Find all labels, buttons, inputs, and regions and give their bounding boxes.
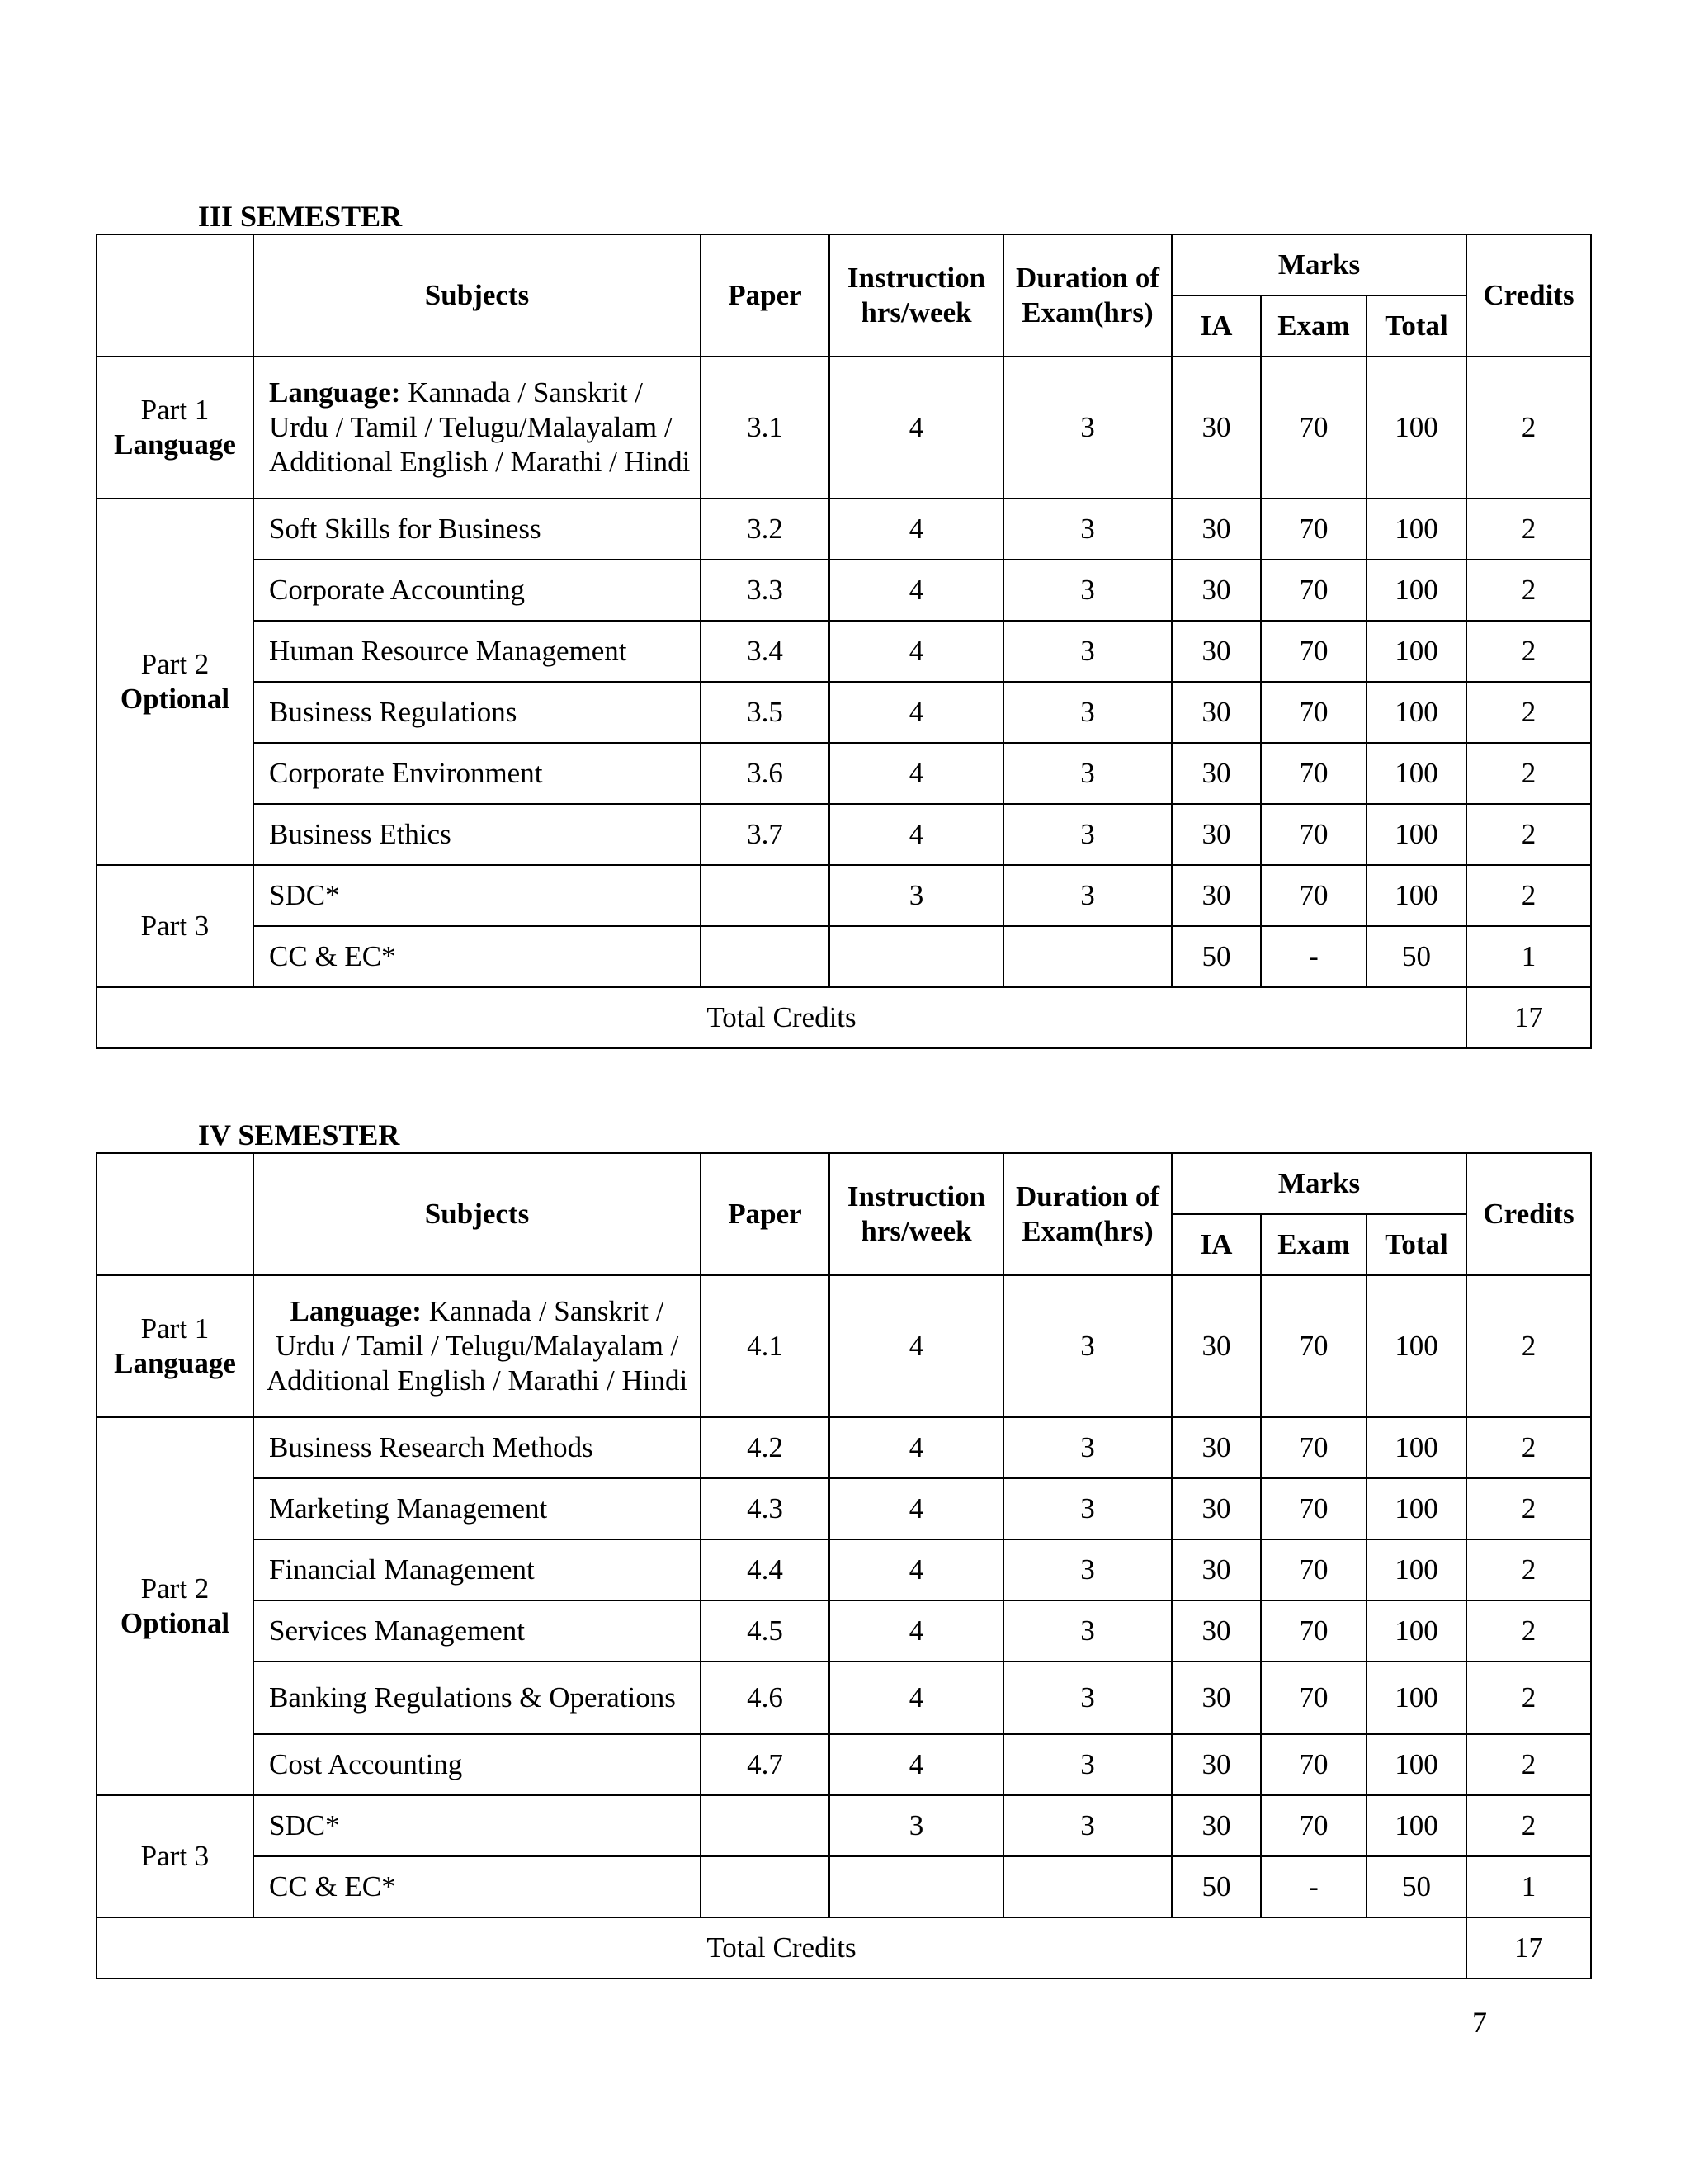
subject-cell: CC & EC* [253,926,701,987]
exam-cell: 70 [1261,621,1367,682]
table-row [97,499,1591,560]
ia-cell: 30 [1172,357,1261,499]
total-cell: 100 [1367,1795,1466,1856]
header-total: Total [1367,295,1466,357]
part-2-label: Part 2 Optional [97,1417,253,1795]
total-cell: 100 [1367,1600,1466,1662]
credits-cell: 2 [1466,1734,1591,1795]
total-credits-label: Total Credits [97,1917,1466,1978]
ia-cell: 30 [1172,1734,1261,1795]
duration-cell: 3 [1003,804,1172,865]
hrs-cell: 4 [829,1600,1003,1662]
hrs-cell: 4 [829,1275,1003,1417]
duration-cell: 3 [1003,1275,1172,1417]
exam-cell: 70 [1261,1478,1367,1539]
paper-cell: 4.3 [701,1478,829,1539]
header-row [97,234,1591,295]
exam-cell: 70 [1261,1539,1367,1600]
subject-cell: Cost Accounting [253,1734,701,1795]
duration-cell: 3 [1003,1600,1172,1662]
part-3-label: Part 3 [97,865,253,987]
part-2-label: Part 2 Optional [97,499,253,865]
table-row [97,1539,1591,1600]
exam-cell: 70 [1261,1417,1367,1478]
total-cell: 50 [1367,1856,1466,1917]
table-row [97,1478,1591,1539]
table-row [97,1600,1591,1662]
total-credits-label: Total Credits [97,987,1466,1048]
hrs-cell: 4 [829,1539,1003,1600]
subject-cell: CC & EC* [253,1856,701,1917]
table-row [97,1275,1591,1417]
exam-cell: 70 [1261,1275,1367,1417]
table-row [97,1417,1591,1478]
table-row [97,682,1591,743]
hrs-cell: 4 [829,560,1003,621]
ia-cell: 30 [1172,560,1261,621]
paper-cell: 4.4 [701,1539,829,1600]
subject-cell: Services Management [253,1600,701,1662]
ia-cell: 30 [1172,743,1261,804]
table-row [97,560,1591,621]
ia-cell: 30 [1172,1478,1261,1539]
header-paper: Paper [701,234,829,357]
ia-cell: 50 [1172,926,1261,987]
exam-cell: 70 [1261,499,1367,560]
duration-cell: 3 [1003,1478,1172,1539]
hrs-cell: 4 [829,682,1003,743]
subject-cell: Language: Kannada / Sanskrit / Urdu / Tamil / Telugu/Malayalam / Additional English / Marathi / Hindi [253,357,701,499]
paper-cell [701,926,829,987]
part-1-label: Part 1 Language [97,1275,253,1417]
table-row [97,1856,1591,1917]
hrs-cell: 4 [829,743,1003,804]
paper-cell: 3.1 [701,357,829,499]
header-ia: IA [1172,1214,1261,1275]
paper-cell: 3.4 [701,621,829,682]
hrs-cell: 4 [829,499,1003,560]
credits-cell: 1 [1466,1856,1591,1917]
header-exam: Exam [1261,1214,1367,1275]
credits-cell: 2 [1466,682,1591,743]
exam-cell: 70 [1261,1734,1367,1795]
credits-cell: 2 [1466,357,1591,499]
exam-cell: 70 [1261,357,1367,499]
hrs-cell [829,926,1003,987]
paper-cell: 4.1 [701,1275,829,1417]
hrs-cell: 4 [829,1734,1003,1795]
ia-cell: 30 [1172,865,1261,926]
subject-cell: Human Resource Management [253,621,701,682]
credits-cell: 2 [1466,621,1591,682]
duration-cell: 3 [1003,499,1172,560]
header-marks: Marks [1172,234,1466,295]
table-row [97,865,1591,926]
total-credits-value: 17 [1466,1917,1591,1978]
credits-cell: 2 [1466,499,1591,560]
ia-cell: 30 [1172,682,1261,743]
hrs-cell: 3 [829,865,1003,926]
table-row [97,1734,1591,1795]
credits-cell: 2 [1466,743,1591,804]
total-cell: 100 [1367,1539,1466,1600]
header-duration: Duration of Exam(hrs) [1003,1153,1172,1275]
ia-cell: 30 [1172,1539,1261,1600]
subject-cell: Marketing Management [253,1478,701,1539]
hrs-cell [829,1856,1003,1917]
ia-cell: 30 [1172,804,1261,865]
total-cell: 100 [1367,1734,1466,1795]
ia-cell: 30 [1172,499,1261,560]
duration-cell: 3 [1003,682,1172,743]
hrs-cell: 4 [829,1478,1003,1539]
header-paper: Paper [701,1153,829,1275]
total-cell: 100 [1367,1478,1466,1539]
duration-cell [1003,926,1172,987]
ia-cell: 30 [1172,1417,1261,1478]
header-subjects: Subjects [253,234,701,357]
header-credits: Credits [1466,1153,1591,1275]
ia-cell: 30 [1172,1795,1261,1856]
subject-cell: SDC* [253,865,701,926]
exam-cell: 70 [1261,1795,1367,1856]
credits-cell: 2 [1466,1662,1591,1734]
header-part-blank [97,234,253,357]
paper-cell [701,865,829,926]
exam-cell: - [1261,1856,1367,1917]
paper-cell [701,1856,829,1917]
subject-cell: Soft Skills for Business [253,499,701,560]
credits-cell: 2 [1466,1795,1591,1856]
header-ia: IA [1172,295,1261,357]
total-cell: 100 [1367,1662,1466,1734]
subject-cell: Business Ethics [253,804,701,865]
header-instruction: Instruction hrs/week [829,1153,1003,1275]
paper-cell: 4.5 [701,1600,829,1662]
total-cell: 100 [1367,1417,1466,1478]
total-cell: 100 [1367,357,1466,499]
exam-cell: 70 [1261,682,1367,743]
credits-cell: 2 [1466,1539,1591,1600]
duration-cell: 3 [1003,357,1172,499]
paper-cell: 3.3 [701,560,829,621]
semester-4-heading: IV SEMESTER [198,1118,400,1151]
subject-cell: Corporate Environment [253,743,701,804]
header-instruction: Instruction hrs/week [829,234,1003,357]
duration-cell: 3 [1003,1539,1172,1600]
paper-cell: 4.7 [701,1734,829,1795]
credits-cell: 2 [1466,560,1591,621]
exam-cell: 70 [1261,743,1367,804]
ia-cell: 30 [1172,1600,1261,1662]
total-cell: 100 [1367,865,1466,926]
credits-cell: 2 [1466,1600,1591,1662]
credits-cell: 2 [1466,1478,1591,1539]
table-row [97,621,1591,682]
subject-cell: Corporate Accounting [253,560,701,621]
total-cell: 100 [1367,743,1466,804]
exam-cell: 70 [1261,1600,1367,1662]
paper-cell: 4.6 [701,1662,829,1734]
total-cell: 100 [1367,621,1466,682]
table-row [97,926,1591,987]
exam-cell: 70 [1261,560,1367,621]
total-cell: 100 [1367,499,1466,560]
table-row [97,804,1591,865]
header-credits: Credits [1466,234,1591,357]
total-cell: 50 [1367,926,1466,987]
subject-cell: Business Research Methods [253,1417,701,1478]
total-cell: 100 [1367,560,1466,621]
exam-cell: 70 [1261,865,1367,926]
hrs-cell: 4 [829,357,1003,499]
paper-cell: 3.6 [701,743,829,804]
ia-cell: 30 [1172,1275,1261,1417]
subject-cell: Banking Regulations & Operations [253,1662,701,1734]
credits-cell: 2 [1466,865,1591,926]
part-1-label: Part 1 Language [97,357,253,499]
subject-cell: Language: Kannada / Sanskrit / Urdu / Tamil / Telugu/Malayalam / Additional English / Marathi / Hindi [253,1275,701,1417]
paper-cell: 3.5 [701,682,829,743]
table-row [97,1662,1591,1734]
table-row [97,1795,1591,1856]
duration-cell: 3 [1003,621,1172,682]
exam-cell: - [1261,926,1367,987]
exam-cell: 70 [1261,804,1367,865]
duration-cell: 3 [1003,1662,1172,1734]
subject-cell: SDC* [253,1795,701,1856]
duration-cell: 3 [1003,1795,1172,1856]
paper-cell [701,1795,829,1856]
ia-cell: 30 [1172,1662,1261,1734]
semester-3-table [96,234,1592,1049]
duration-cell [1003,1856,1172,1917]
subject-cell: Financial Management [253,1539,701,1600]
hrs-cell: 4 [829,1417,1003,1478]
paper-cell: 3.2 [701,499,829,560]
total-credits-value: 17 [1466,987,1591,1048]
hrs-cell: 3 [829,1795,1003,1856]
credits-cell: 1 [1466,926,1591,987]
total-cell: 100 [1367,804,1466,865]
paper-cell: 4.2 [701,1417,829,1478]
header-row [97,1153,1591,1214]
page-number: 7 [1472,2006,1487,2039]
header-marks: Marks [1172,1153,1466,1214]
semester-4-table [96,1152,1592,1979]
duration-cell: 3 [1003,865,1172,926]
hrs-cell: 4 [829,804,1003,865]
hrs-cell: 4 [829,621,1003,682]
table-row [97,743,1591,804]
paper-cell: 3.7 [701,804,829,865]
total-row [97,1917,1591,1978]
part-3-label: Part 3 [97,1795,253,1917]
total-cell: 100 [1367,1275,1466,1417]
header-duration: Duration of Exam(hrs) [1003,234,1172,357]
ia-cell: 50 [1172,1856,1261,1917]
duration-cell: 3 [1003,560,1172,621]
ia-cell: 30 [1172,621,1261,682]
duration-cell: 3 [1003,743,1172,804]
credits-cell: 2 [1466,804,1591,865]
duration-cell: 3 [1003,1417,1172,1478]
semester-3-heading: III SEMESTER [198,200,403,233]
table-row [97,357,1591,499]
header-part-blank [97,1153,253,1275]
total-row [97,987,1591,1048]
exam-cell: 70 [1261,1662,1367,1734]
credits-cell: 2 [1466,1417,1591,1478]
header-total: Total [1367,1214,1466,1275]
duration-cell: 3 [1003,1734,1172,1795]
hrs-cell: 4 [829,1662,1003,1734]
header-subjects: Subjects [253,1153,701,1275]
subject-cell: Business Regulations [253,682,701,743]
total-cell: 100 [1367,682,1466,743]
credits-cell: 2 [1466,1275,1591,1417]
header-exam: Exam [1261,295,1367,357]
